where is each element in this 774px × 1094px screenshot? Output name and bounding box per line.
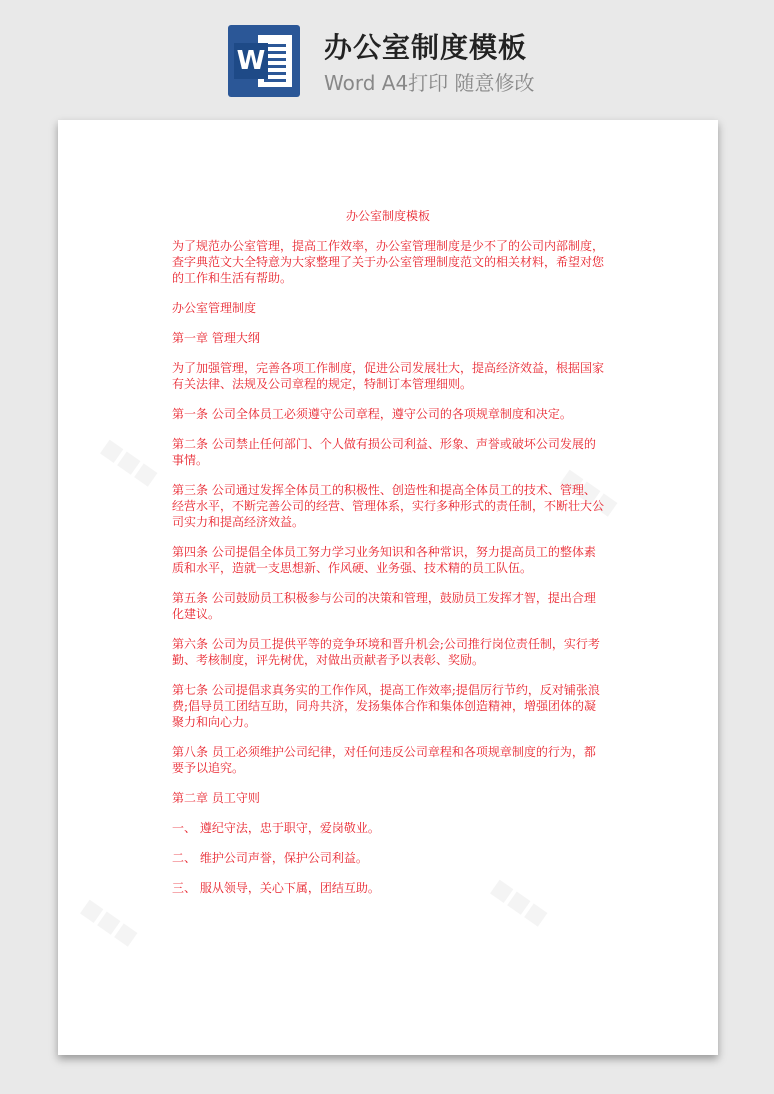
- paragraph: 第三条 公司通过发挥全体员工的积极性、创造性和提高全体员工的技术、管理、经营水平，不断完善公司的经营、管理体系，实行多种形式的责任制，不断壮大公司实力和提高经济效益。: [172, 483, 605, 529]
- paragraph: 二、 维护公司声誉，保护公司利益。: [172, 851, 368, 865]
- paragraph: 第六条 公司为员工提供平等的竞争环境和晋升机会;公司推行岗位责任制，实行考勤、考核制度，评先树优，对做出贡献者予以表彰、奖励。: [172, 637, 600, 667]
- word-document-icon: [228, 25, 300, 97]
- paragraph: 第八条 员工必须维护公司纪律，对任何违反公司章程和各项规章制度的行为，都要予以追究。: [172, 745, 596, 775]
- paragraph: 第一条 公司全体员工必须遵守公司章程，遵守公司的各项规章制度和决定。: [172, 407, 572, 421]
- paragraph: 第五条 公司鼓励员工积极参与公司的决策和管理，鼓励员工发挥才智，提出合理化建议。: [172, 591, 596, 621]
- paragraph: 第二章 员工守则: [172, 791, 260, 805]
- paragraph: 第二条 公司禁止任何部门、个人做有损公司利益、形象、声誉或破坏公司发展的事情。: [172, 437, 596, 467]
- paragraph: 三、 服从领导，关心下属，团结互助。: [172, 881, 380, 895]
- paragraph: 办公室管理制度: [172, 301, 257, 315]
- paragraph: 一、 遵纪守法，忠于职守，爱岗敬业。: [172, 821, 380, 835]
- document-title: 办公室制度模板: [345, 209, 430, 223]
- page-subtitle: Word A4打印 随意修改: [324, 71, 535, 95]
- paragraph: 第一章 管理大纲: [172, 331, 260, 345]
- watermark: [76, 894, 141, 950]
- paragraph: 为了加强管理，完善各项工作制度，促进公司发展壮大，提高经济效益，根据国家有关法律、法规及公司章程的规定，特制订本管理细则。: [172, 361, 605, 391]
- paragraph: 第七条 公司提倡求真务实的工作作风，提高工作效率;提倡厉行节约，反对铺张浪费;倡导员工团结互助，同舟共济，发扬集体合作和集体创造精神，增强团体的凝聚力和向心力。: [172, 683, 600, 729]
- paragraph: 第四条 公司提倡全体员工努力学习业务知识和各种常识，努力提高员工的整体素质和水平，造就一支思想新、作风硬、业务强、技术精的员工队伍。: [172, 545, 596, 575]
- page-title: 办公室制度模板: [324, 31, 528, 64]
- watermark: [96, 434, 161, 490]
- document-body: [172, 208, 604, 910]
- paragraph: 为了规范办公室管理，提高工作效率，办公室管理制度是少不了的公司内部制度，查字典范文大全特意为大家整理了关于办公室管理制度范文的相关材料，希望对您的工作和生活有帮助。: [172, 239, 605, 285]
- header: [0, 0, 774, 110]
- document-page: [58, 120, 718, 1055]
- word-icon-letter: W: [234, 43, 268, 79]
